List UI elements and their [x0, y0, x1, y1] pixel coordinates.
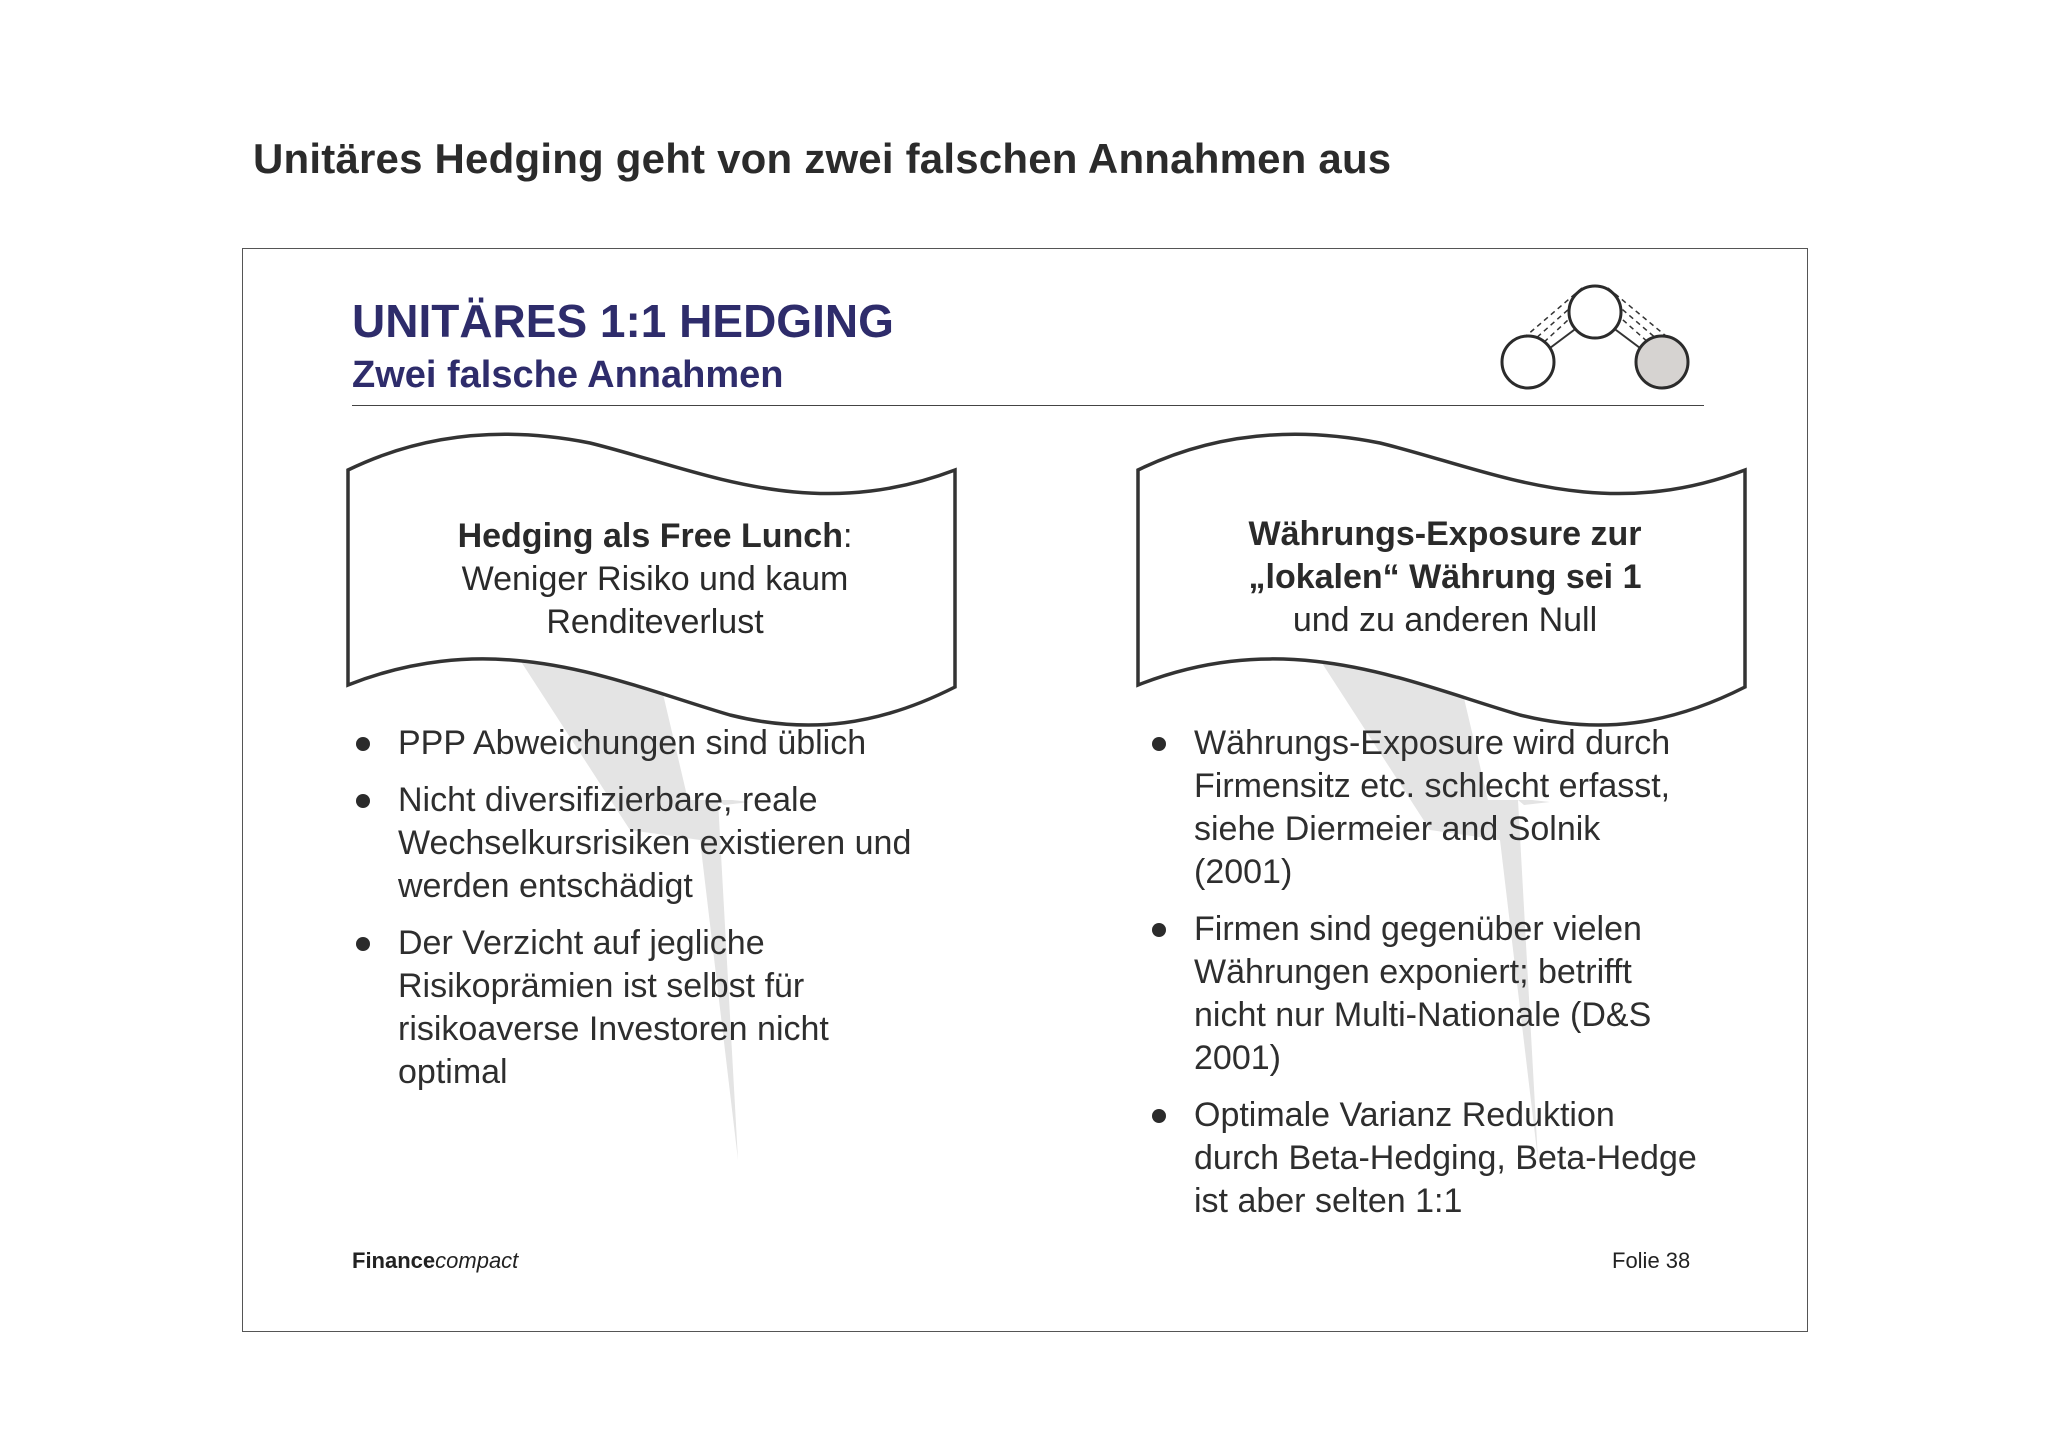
list-item-text: PPP Abweichungen sind üblich — [398, 724, 867, 762]
bullet-list-left — [352, 722, 912, 1108]
page-heading: Unitäres Hedging geht von zwei falschen Annahmen aus — [253, 135, 1392, 182]
list-item — [352, 779, 912, 908]
list-item-text: Währungs-Exposure wird durch Firmensitz etc. schlecht erfasst, siehe Diermeier and Solnik (2001) — [1194, 724, 1671, 891]
banner-left-line2: Weniger Risiko und kaum — [461, 560, 849, 598]
slide-subtitle: Zwei falsche Annahmen — [352, 354, 784, 396]
bullet-icon — [1152, 923, 1166, 937]
slide-title: UNITÄRES 1:1 HEDGING — [352, 295, 894, 347]
bullet-icon — [1152, 737, 1166, 751]
bullet-icon — [356, 737, 370, 751]
bullet-icon — [356, 937, 370, 951]
list-item — [1148, 908, 1708, 1080]
bullet-icon — [1152, 1109, 1166, 1123]
footer-brand-italic: compact — [435, 1248, 519, 1273]
title-divider — [352, 405, 1704, 406]
slide-number: Folie 38 — [1612, 1248, 1691, 1273]
banner-left-colon: : — [842, 517, 853, 555]
banner-text-left — [360, 515, 950, 644]
banner-right-line1: Währungs-Exposure zur — [1248, 515, 1642, 553]
banner-text-right — [1150, 513, 1740, 642]
bullet-icon — [356, 794, 370, 808]
banner-left-bold: Hedging als Free Lunch — [457, 517, 843, 555]
list-item — [352, 922, 912, 1094]
list-item-text: Der Verzicht auf jegliche Risikoprämien ist selbst für risikoaverse Investoren nicht optimal — [398, 924, 829, 1091]
list-item — [352, 722, 912, 765]
banner-left-line3: Renditeverlust — [546, 603, 764, 641]
bullet-list-right — [1148, 722, 1708, 1237]
banner-right-line2: „lokalen“ Währung sei 1 — [1248, 558, 1642, 596]
list-item — [1148, 722, 1708, 894]
list-item — [1148, 1094, 1708, 1223]
list-item-text: Nicht diversifizierbare, reale Wechselkursrisiken existieren und werden entschädigt — [398, 781, 912, 905]
three-circles-logo-icon — [1490, 278, 1700, 398]
footer-brand — [352, 1248, 518, 1274]
banner-right-line3: und zu anderen Null — [1292, 601, 1598, 639]
list-item-text: Firmen sind gegenüber vielen Währungen exponiert; betrifft nicht nur Multi-Nationale (D&S 2001) — [1194, 910, 1652, 1077]
footer-brand-bold: Finance — [352, 1248, 436, 1273]
list-item-text: Optimale Varianz Reduktion durch Beta-Hedging, Beta-Hedge ist aber selten 1:1 — [1194, 1096, 1697, 1220]
